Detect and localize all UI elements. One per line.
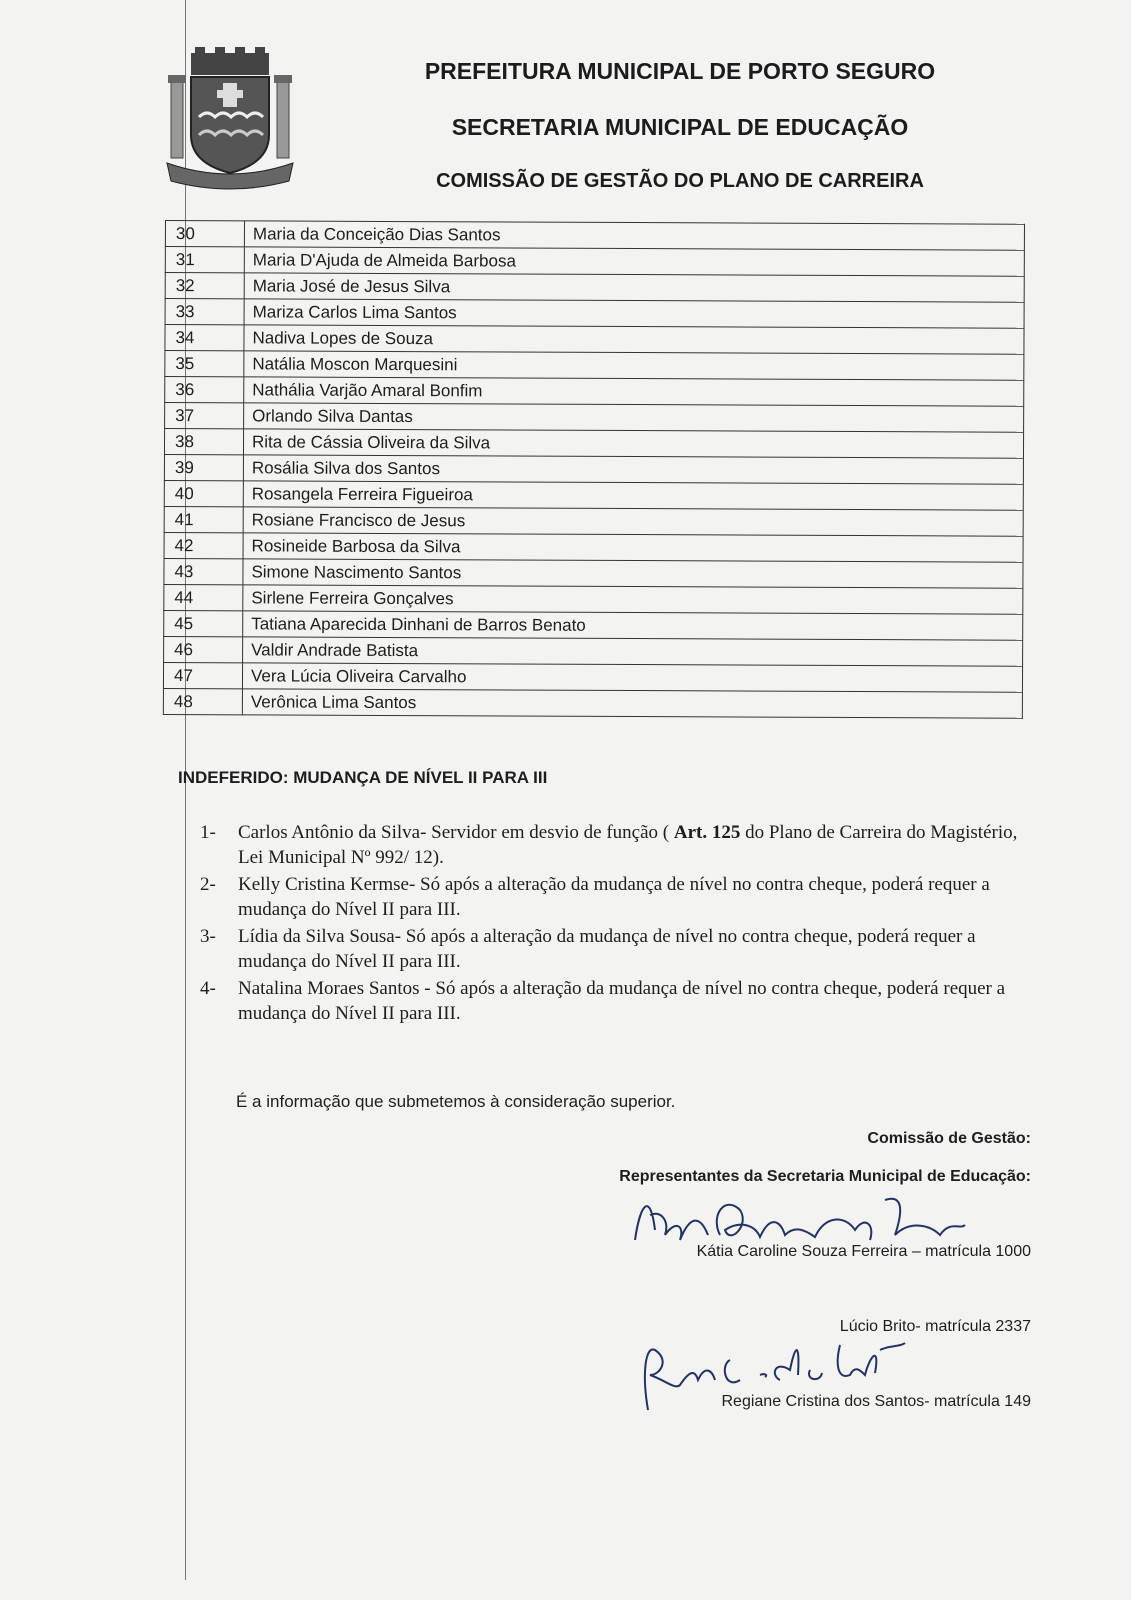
signature-line-lucio: Lúcio Brito- matrícula 2337 bbox=[839, 1318, 1031, 1335]
header-comissao: COMISSÃO DE GESTÃO DO PLANO DE CARREIRA bbox=[436, 170, 924, 192]
table-row bbox=[165, 273, 1024, 303]
row-name: Nadiva Lopes de Souza bbox=[244, 325, 1024, 354]
list-item-text: Carlos Antônio da Silva- Servidor em desvio de função ( bbox=[238, 822, 674, 843]
table-row bbox=[165, 403, 1024, 433]
row-name: Mariza Carlos Lima Santos bbox=[244, 299, 1024, 328]
list-item-number: 2- bbox=[200, 874, 216, 895]
table-row bbox=[165, 325, 1024, 355]
row-name: Verônica Lima Santos bbox=[242, 689, 1022, 718]
row-number: 47 bbox=[163, 662, 242, 688]
list-item-number: 4- bbox=[200, 978, 216, 999]
list-item-text: Lídia da Silva Sousa- Só após a alteração da mudança de nível no contra cheque, poderá requer a mudança do Nível II para III. bbox=[238, 926, 976, 972]
row-number: 38 bbox=[164, 429, 243, 455]
row-name: Natália Moscon Marquesini bbox=[244, 351, 1024, 380]
row-number: 46 bbox=[164, 636, 243, 662]
table-row bbox=[165, 377, 1024, 407]
row-name: Vera Lúcia Oliveira Carvalho bbox=[242, 663, 1022, 692]
row-name: Rosiane Francisco de Jesus bbox=[243, 507, 1023, 536]
list-item-text: Natalina Moraes Santos - Só após a alteração da mudança de nível no contra cheque, poderá requer a mudança do Nível II para III. bbox=[238, 978, 1006, 1024]
table-row bbox=[163, 662, 1022, 692]
table-row bbox=[165, 299, 1024, 329]
list-item-number: 3- bbox=[200, 926, 216, 947]
row-name: Valdir Andrade Batista bbox=[243, 637, 1023, 666]
table-row bbox=[165, 221, 1024, 251]
row-number: 39 bbox=[164, 454, 243, 480]
row-number: 31 bbox=[165, 247, 244, 273]
list-item bbox=[200, 820, 1020, 870]
table-row bbox=[164, 558, 1023, 588]
table-row bbox=[165, 351, 1024, 381]
table-row bbox=[165, 247, 1024, 277]
row-name: Maria D'Ajuda de Almeida Barbosa bbox=[244, 247, 1024, 276]
list-item-text-after: do Plano de Carreira do Magistério, Lei Municipal Nº 992/ 12). bbox=[238, 822, 1018, 868]
row-number: 44 bbox=[164, 584, 243, 610]
row-name: Simone Nascimento Santos bbox=[243, 559, 1023, 588]
staff-table bbox=[163, 220, 1025, 719]
closing-statement: É a informação que submetemos à consideração superior. bbox=[236, 1092, 676, 1111]
row-name: Nathália Varjão Amaral Bonfim bbox=[244, 377, 1024, 406]
row-name: Rosangela Ferreira Figueiroa bbox=[243, 481, 1023, 510]
representatives-label: Representantes da Secretaria Municipal de Educação: bbox=[619, 1168, 1031, 1185]
row-number: 30 bbox=[165, 221, 244, 247]
table-row bbox=[164, 454, 1023, 484]
list-item bbox=[200, 872, 1020, 922]
list-item-text: Kelly Cristina Kermse- Só após a alteração da mudança de nível no contra cheque, poderá requer a mudança do Nível II para III. bbox=[238, 874, 990, 920]
list-item bbox=[200, 924, 1020, 974]
list-item-number: 1- bbox=[200, 822, 216, 843]
row-name: Rosália Silva dos Santos bbox=[243, 455, 1023, 484]
row-name: Rita de Cássia Oliveira da Silva bbox=[243, 429, 1023, 458]
table-row bbox=[164, 429, 1023, 459]
list-item-bold-text: Art. 125 bbox=[673, 822, 741, 843]
signature-line-regiane: Regiane Cristina dos Santos- matrícula 149 bbox=[721, 1393, 1031, 1410]
row-number: 40 bbox=[164, 480, 243, 506]
row-number: 34 bbox=[165, 325, 244, 351]
row-number: 43 bbox=[164, 558, 243, 584]
signature-line-katia: Kátia Caroline Souza Ferreira – matrícula 1000 bbox=[696, 1243, 1031, 1260]
row-name: Maria José de Jesus Silva bbox=[244, 273, 1024, 302]
row-number: 48 bbox=[163, 688, 242, 714]
row-number: 32 bbox=[165, 273, 244, 299]
municipal-coat-of-arms-icon bbox=[165, 45, 295, 195]
row-number: 36 bbox=[165, 377, 244, 403]
table-row bbox=[164, 480, 1023, 510]
table-row bbox=[164, 610, 1023, 640]
row-number: 45 bbox=[164, 610, 243, 636]
row-number: 35 bbox=[165, 351, 244, 377]
row-name: Rosineide Barbosa da Silva bbox=[243, 533, 1023, 562]
row-name: Tatiana Aparecida Dinhani de Barros Benato bbox=[243, 611, 1023, 640]
list-item bbox=[200, 976, 1020, 1026]
table-row bbox=[164, 532, 1023, 562]
row-name: Maria da Conceição Dias Santos bbox=[244, 221, 1024, 250]
table-row bbox=[163, 688, 1022, 718]
row-number: 42 bbox=[164, 532, 243, 558]
row-number: 41 bbox=[164, 506, 243, 532]
row-number: 33 bbox=[165, 299, 244, 325]
section-title-indeferido: INDEFERIDO: MUDANÇA DE NÍVEL II PARA III bbox=[178, 768, 548, 787]
table-row bbox=[164, 636, 1023, 666]
table-row bbox=[164, 584, 1023, 614]
row-number: 37 bbox=[165, 403, 244, 429]
commission-label: Comissão de Gestão: bbox=[867, 1130, 1031, 1147]
header-secretaria: SECRETARIA MUNICIPAL DE EDUCAÇÃO bbox=[451, 114, 909, 140]
denied-requests-list bbox=[200, 820, 1020, 1028]
table-row bbox=[164, 506, 1023, 536]
row-name: Sirlene Ferreira Gonçalves bbox=[243, 585, 1023, 614]
header-prefeitura: PREFEITURA MUNICIPAL DE PORTO SEGURO bbox=[424, 58, 936, 84]
row-name: Orlando Silva Dantas bbox=[244, 403, 1024, 432]
